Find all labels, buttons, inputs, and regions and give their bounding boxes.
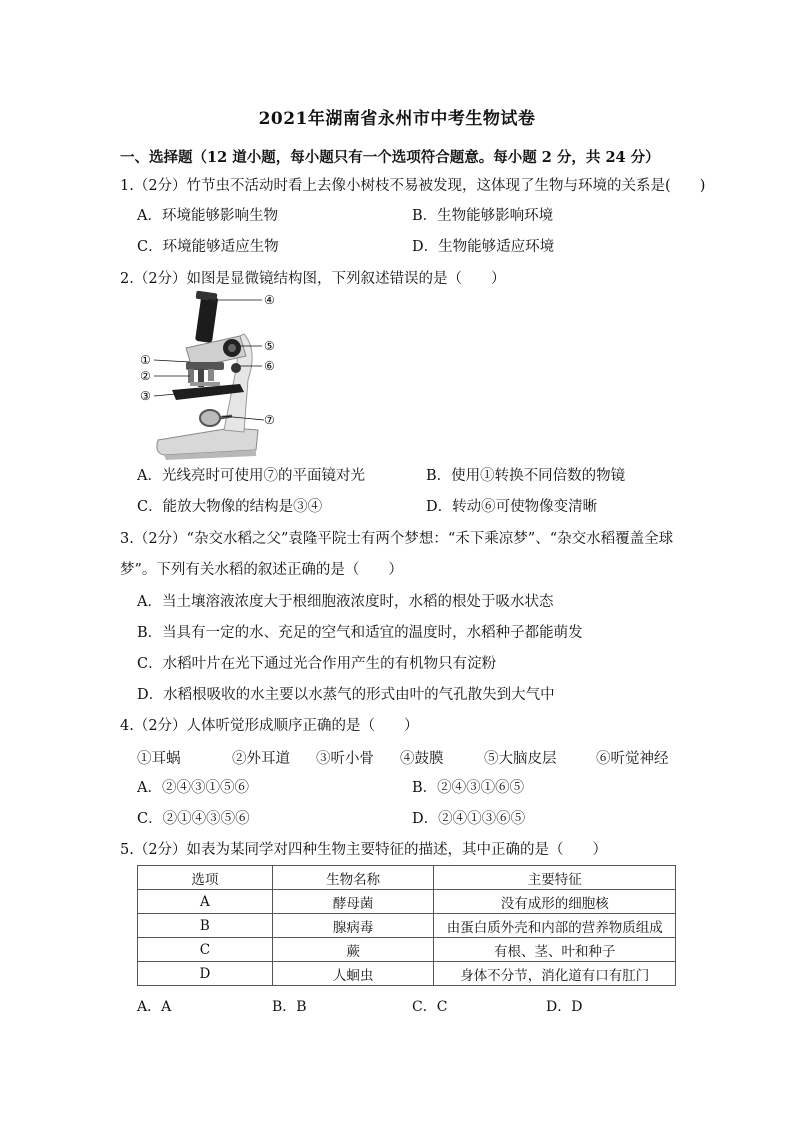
q5-option-b: B．B	[272, 999, 307, 1015]
table-cell: 身体不分节，消化道有口有肛门	[434, 962, 676, 986]
ear-item-4: ④鼓膜	[400, 751, 444, 767]
table-row	[138, 890, 676, 914]
question-3-stem-line1: 3.（2分）“杂交水稻之父”袁隆平院士有两个梦想：“禾下乘凉梦”、“杂交水稻覆盖全球	[120, 531, 674, 547]
table-cell: 酵母菌	[272, 890, 434, 914]
question-2-stem: 2.（2分）如图是显微镜结构图，下列叙述错误的是（ ）	[120, 271, 506, 287]
label-1: ①	[140, 353, 151, 367]
microscope-diagram	[136, 290, 286, 460]
label-2: ②	[140, 369, 151, 383]
table-header-cell: 生物名称	[272, 866, 434, 890]
table-header-cell: 选项	[138, 866, 273, 890]
q1-option-d: D．生物能够适应环境	[412, 239, 555, 255]
table-cell: 没有成形的细胞核	[434, 890, 676, 914]
q2-option-b: B．使用①转换不同倍数的物镜	[426, 468, 626, 484]
label-4: ④	[264, 293, 275, 307]
q1-option-a: A．环境能够影响生物	[137, 208, 278, 224]
q3-option-d: D．水稻根吸收的水主要以水蒸气的形式由叶的气孔散失到大气中	[137, 687, 555, 703]
ear-item-2: ②外耳道	[232, 751, 290, 767]
table-cell: B	[138, 914, 273, 938]
table-row	[138, 938, 676, 962]
organism-table	[137, 865, 676, 986]
q5-option-d: D．D	[546, 999, 583, 1015]
ear-item-1: ①耳蜗	[137, 751, 181, 767]
table-cell: D	[138, 962, 273, 986]
q2-option-c: C．能放大物像的结构是③④	[137, 499, 323, 515]
table-row	[138, 914, 676, 938]
q5-option-c: C．C	[412, 999, 448, 1015]
table-cell: 腺病毒	[272, 914, 434, 938]
ear-item-6: ⑥听觉神经	[596, 751, 669, 767]
table-header-row	[138, 866, 676, 890]
table-cell: C	[138, 938, 273, 962]
q1-option-b: B．生物能够影响环境	[412, 208, 554, 224]
q3-option-c: C．水稻叶片在光下通过光合作用产生的有机物只有淀粉	[137, 656, 497, 672]
ear-item-3: ③听小骨	[316, 751, 374, 767]
table-cell: 人蛔虫	[272, 962, 434, 986]
q1-option-c: C．环境能够适应生物	[137, 239, 279, 255]
table-row	[138, 962, 676, 986]
q4-option-c: C．②①④③⑤⑥	[137, 811, 250, 827]
table-header-cell: 主要特征	[434, 866, 676, 890]
label-5: ⑤	[264, 339, 275, 353]
table-cell: 蕨	[272, 938, 434, 962]
table-cell: A	[138, 890, 273, 914]
section-heading: 一、选择题（12 道小题，每小题只有一个选项符合题意。每小题 2 分，共 24 分）	[120, 149, 660, 166]
question-4-stem: 4.（2分）人体听觉形成顺序正确的是（ ）	[120, 718, 419, 734]
q3-option-b: B．当具有一定的水、充足的空气和适宜的温度时，水稻种子都能萌发	[137, 625, 583, 641]
label-6: ⑥	[264, 359, 275, 373]
q4-option-b: B．②④③①⑥⑤	[412, 780, 525, 796]
label-3: ③	[140, 389, 151, 403]
label-7: ⑦	[264, 413, 275, 427]
q2-option-d: D．转动⑥可使物像变清晰	[426, 499, 598, 515]
ear-item-5: ⑤大脑皮层	[484, 751, 557, 767]
question-3-stem-line2: 梦”。下列有关水稻的叙述正确的是（ ）	[120, 562, 403, 578]
table-cell: 由蛋白质外壳和内部的营养物质组成	[434, 914, 676, 938]
q4-option-a: A．②④③①⑤⑥	[137, 780, 249, 796]
q4-option-d: D．②④①③⑥⑤	[412, 811, 526, 827]
question-1-stem: 1.（2分）竹节虫不活动时看上去像小树枝不易被发现，这体现了生物与环境的关系是( )	[120, 178, 706, 194]
q2-option-a: A．光线亮时可使用⑦的平面镜对光	[137, 468, 365, 484]
question-5-stem: 5.（2分）如表为某同学对四种生物主要特征的描述，其中正确的是（ ）	[120, 842, 608, 858]
page-title: 2021年湖南省永州市中考生物试卷	[258, 109, 536, 129]
q3-option-a: A．当土壤溶液浓度大于根细胞液浓度时，水稻的根处于吸水状态	[137, 594, 554, 610]
table-cell: 有根、茎、叶和种子	[434, 938, 676, 962]
q5-option-a: A．A	[137, 999, 172, 1015]
